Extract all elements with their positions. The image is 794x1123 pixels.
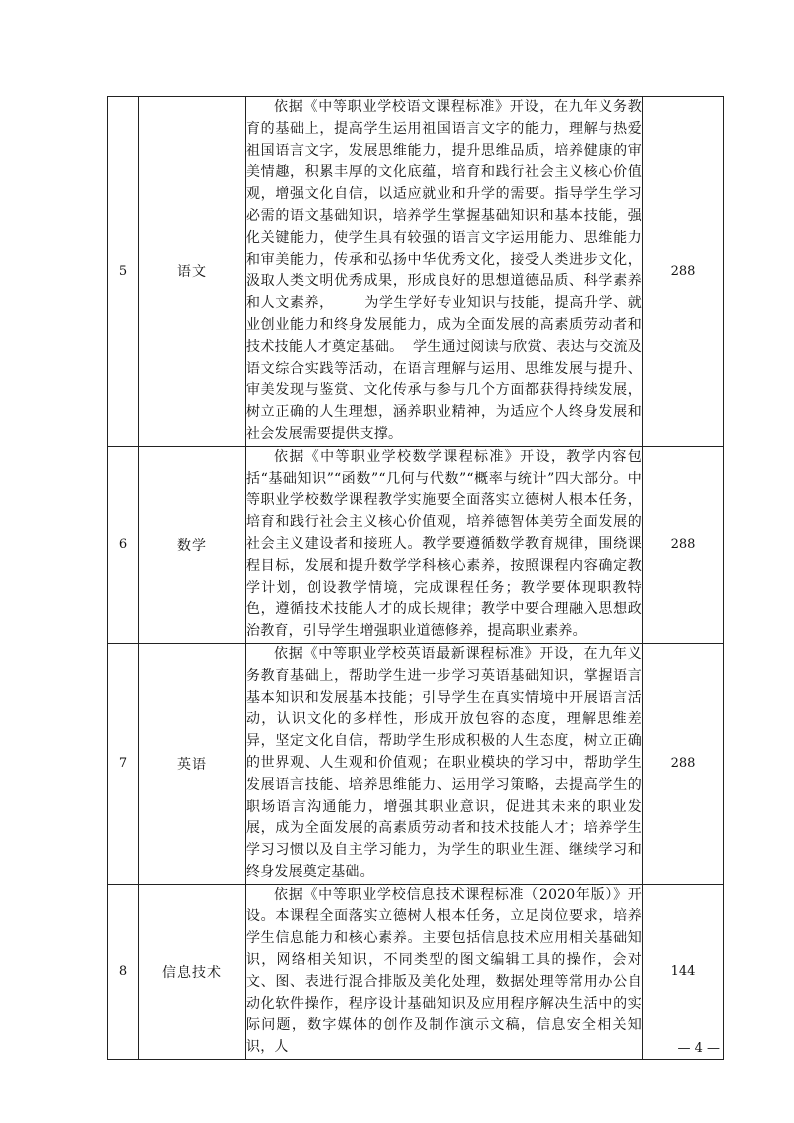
- course-number: 6: [108, 446, 139, 643]
- course-name: 信息技术: [139, 884, 246, 1059]
- course-hours: 144: [643, 884, 724, 1059]
- course-table: [107, 96, 724, 1060]
- table-row: [108, 446, 724, 643]
- table-row: [108, 884, 724, 1059]
- course-hours: 288: [643, 643, 724, 884]
- course-name: 英语: [139, 643, 246, 884]
- course-name: 数学: [139, 446, 246, 643]
- course-description: 依据《中等职业学校语文课程标准》开设，在九年义务教育的基础上，提高学生运用祖国语言文字的能力，理解与热爱祖国语言文字，发展思维能力，提升思维品质，培养健康的审美情趣，积累丰厚的文化底蕴，培育和践行社会主义核心价值观，增强文化自信，以适应就业和升学的需要。指导学生学习必需的语文基础知识，培养学生掌握基础知识和基本技能，强化关键能力，使学生具有较强的语言文字运用能力、思维能力和审美能力，传承和弘扬中华优秀文化，接受人类进步文化，汲取人类文明优秀成果，形成良好的思想道德品质、科学素养和人文素养， 为学生学好专业知识与技能，提高升学、就业创业能力和终身发展能力，成为全面发展的高素质劳动者和技术技能人才奠定基础。 学生通过阅读与欣赏、表达与交流及语文综合实践等活动，在语言理解与运用、思维发展与提升、审美发现与鉴赏、文化传承与参与几个方面都获得持续发展，树立正确的人生理想，涵养职业精神，为适应个人终身发展和社会发展需要提供支撑。: [246, 97, 643, 447]
- course-hours: 288: [643, 97, 724, 447]
- course-hours: 288: [643, 446, 724, 643]
- table-row: [108, 97, 724, 447]
- course-name: 语文: [139, 97, 246, 447]
- course-description: 依据《中等职业学校信息技术课程标准（2020年版）》开设。本课程全面落实立德树人根本任务，立足岗位要求，培养学生信息能力和核心素养。主要包括信息技术应用相关基础知识，网络相关知识，不同类型的图文编辑工具的操作，会对文、图、表进行混合排版及美化处理，数据处理等常用办公自动化软件操作，程序设计基础知识及应用程序解决生活中的实际问题，数字媒体的创作及制作演示文稿，信息安全相关知识，人: [246, 884, 643, 1059]
- course-description: 依据《中等职业学校数学课程标准》开设，教学内容包括“基础知识”“函数”“几何与代数”“概率与统计”四大部分。中等职业学校数学课程教学实施要全面落实立德树人根本任务，培育和践行社会主义核心价值观，培养德智体美劳全面发展的社会主义建设者和接班人。教学要遵循数学教育规律，围绕课程目标，发展和提升数学学科核心素养，按照课程内容确定教学计划，创设教学情境，完成课程任务；教学要体现职教特色，遵循技术技能人才的成长规律；教学中要合理融入思想政治教育，引导学生增强职业道德修养，提高职业素养。: [246, 446, 643, 643]
- course-description: 依据《中等职业学校英语最新课程标准》开设，在九年义务教育基础上，帮助学生进一步学习英语基础知识，掌握语言基本知识和发展基本技能；引导学生在真实情境中开展语言活动，认识文化的多样性，形成开放包容的态度，理解思维差异，坚定文化自信，帮助学生形成积极的人生态度，树立正确的世界观、人生观和价值观；在职业模块的学习中，帮助学生发展语言技能、培养思维能力、运用学习策略，去提高学生的职场语言沟通能力，增强其职业意识，促进其未来的职业发展，成为全面发展的高素质劳动者和技术技能人才；培养学生学习习惯以及自主学习能力，为学生的职业生涯、继续学习和终身发展奠定基础。: [246, 643, 643, 884]
- course-number: 7: [108, 643, 139, 884]
- course-number: 5: [108, 97, 139, 447]
- table-row: [108, 643, 724, 884]
- page-number: — 4 —: [677, 1041, 720, 1056]
- course-number: 8: [108, 884, 139, 1059]
